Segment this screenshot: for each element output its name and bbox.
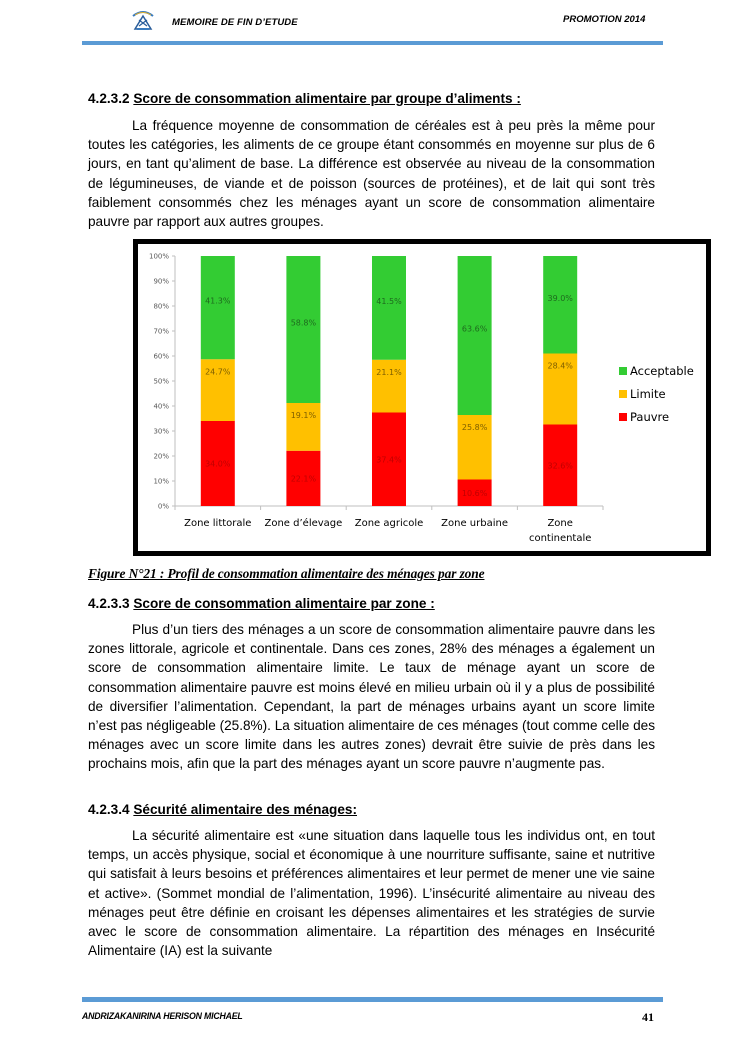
data-label-acceptable: 41.5% [376, 296, 402, 306]
data-label-acceptable: 63.6% [461, 324, 488, 334]
data-label-limite: 28.4% [547, 361, 573, 371]
legend-label-pauvre: Pauvre [630, 410, 670, 424]
data-label-pauvre: 37.4% [376, 455, 402, 465]
section-4-2-3-4 [88, 800, 655, 960]
legend-label-acceptable: Acceptable [630, 364, 694, 378]
data-label-limite: 19.1% [290, 411, 317, 420]
footer-rule [82, 997, 663, 1002]
chart-legend [619, 364, 694, 424]
x-axis-labels [184, 517, 591, 544]
bar-acceptable [458, 256, 492, 415]
data-label-pauvre: 32.6% [547, 461, 573, 471]
header-promotion: PROMOTION 2014 [563, 14, 646, 25]
section-title: Score de consommation alimentaire par groupe d’aliments : [133, 91, 521, 106]
figure-caption: Figure N°21 : Profil de consommation alimentaire des ménages par zone [88, 566, 485, 581]
data-label-acceptable: 39.0% [547, 293, 573, 303]
university-emblem-icon [130, 9, 156, 31]
figure-chart [133, 239, 711, 556]
y-tick-label: 40% [153, 402, 169, 411]
x-category-label: Zone littorale [184, 518, 252, 529]
section-paragraph: La sécurité alimentaire est «une situation dans laquelle tous les individus ont, en tout temps, un accès physique, social et économique à une nourriture suffisante, saine et nutritive qui satisfait à leurs besoins et préférences alimentaires et leur permet de mener une vie saine et active». (Sommet mondial de l’alimentation, 1996). L’insécurité alimentaire au niveau des ménages peut être définie en croisant les dépenses alimentaires et les stratégies de survie avec le score de consommation alimentaire. La répartition des ménages en Insécurité Alimentaire (IA) est la suivante [88, 828, 655, 959]
section-4-2-3-2 [88, 89, 655, 231]
stacked-bar-chart [138, 244, 706, 551]
data-label-limite: 25.8% [461, 423, 488, 432]
section-title: Sécurité alimentaire des ménages: [133, 802, 357, 817]
section-heading [88, 594, 655, 613]
y-tick-label: 80% [153, 302, 169, 311]
page-number: 41 [642, 1010, 654, 1024]
data-label-pauvre: 10.6% [461, 488, 488, 498]
section-heading [88, 800, 655, 819]
header-rule [82, 41, 663, 45]
data-label-limite: 21.1% [376, 367, 402, 377]
x-category-label: continentale [528, 533, 592, 544]
bars [201, 256, 577, 506]
section-paragraph: La fréquence moyenne de consommation de céréales est à peu près la même pour toutes les catégories, les aliments de ce groupe étant consommés en moyenne sur plus de 6 jours, en tant qu’aliment de base. La différence est observée au niveau de la consommation de légumineuses, de viande et de poisson (sources de protéines), et de lait qui sont très faiblement consommés chez les ménages ayant un score de consommation alimentaire pauvre par rapport aux autres groupes. [88, 118, 655, 230]
bar-acceptable [286, 256, 320, 403]
x-category-label: Zone [547, 518, 573, 529]
bar-acceptable [201, 256, 235, 359]
footer-author: ANDRIZAKANIRINA HERISON MICHAEL [82, 1011, 243, 1022]
data-label-pauvre: 22.1% [290, 474, 317, 484]
y-tick-label: 20% [153, 452, 169, 461]
y-tick-label: 100% [148, 252, 169, 261]
y-tick-label: 30% [153, 427, 169, 436]
section-number: 4.2.3.3 [88, 596, 130, 611]
y-tick-label: 10% [153, 477, 169, 486]
x-category-label: Zone urbaine [441, 518, 509, 529]
bar-acceptable [372, 256, 406, 360]
data-label-limite: 24.7% [205, 367, 231, 377]
x-category-label: Zone agricole [354, 518, 424, 529]
y-tick-label: 70% [153, 327, 169, 336]
x-category-label: Zone d’élevage [264, 518, 343, 529]
legend-swatch-limite [619, 390, 627, 398]
bar-acceptable [543, 256, 577, 354]
header-document-title: MEMOIRE DE FIN D’ETUDE [172, 17, 298, 28]
y-tick-label: 60% [153, 352, 169, 361]
section-4-2-3-3 [88, 594, 655, 774]
legend-label-limite: Limite [630, 387, 666, 401]
y-tick-label: 0% [157, 502, 169, 511]
y-tick-label: 90% [153, 277, 169, 286]
data-label-acceptable: 41.3% [205, 296, 231, 306]
section-heading [88, 89, 655, 108]
section-number: 4.2.3.2 [88, 91, 130, 106]
y-tick-label: 50% [153, 377, 169, 386]
section-paragraph: Plus d’un tiers des ménages a un score de consommation alimentaire pauvre dans les zones littorale, agricole et continentale. Dans ces zones, 28% des ménages a également un score de consommation alimentaire limite. Le taux de ménage ayant un score de consommation alimentaire pauvre est moins élevé en milieu urbain où il y a plus de possibilité de diversifier l’alimentation. Cependant, la part de ménages urbains ayant un score limite n’est pas négligeable (25.8%). La situation alimentaire de ces ménages (tout comme celle des ménages avec un score limite dans les autres zones) devrait être suivie de près dans les prochains mois, afin que la part des ménages ayant un score pauvre n’augmente pas. [88, 622, 655, 772]
legend-swatch-pauvre [619, 413, 627, 421]
legend-swatch-acceptable [619, 367, 627, 375]
section-title: Score de consommation alimentaire par zone : [133, 596, 435, 611]
data-label-pauvre: 34.0% [205, 459, 231, 469]
data-label-acceptable: 58.8% [290, 318, 317, 328]
section-number: 4.2.3.4 [88, 802, 130, 817]
